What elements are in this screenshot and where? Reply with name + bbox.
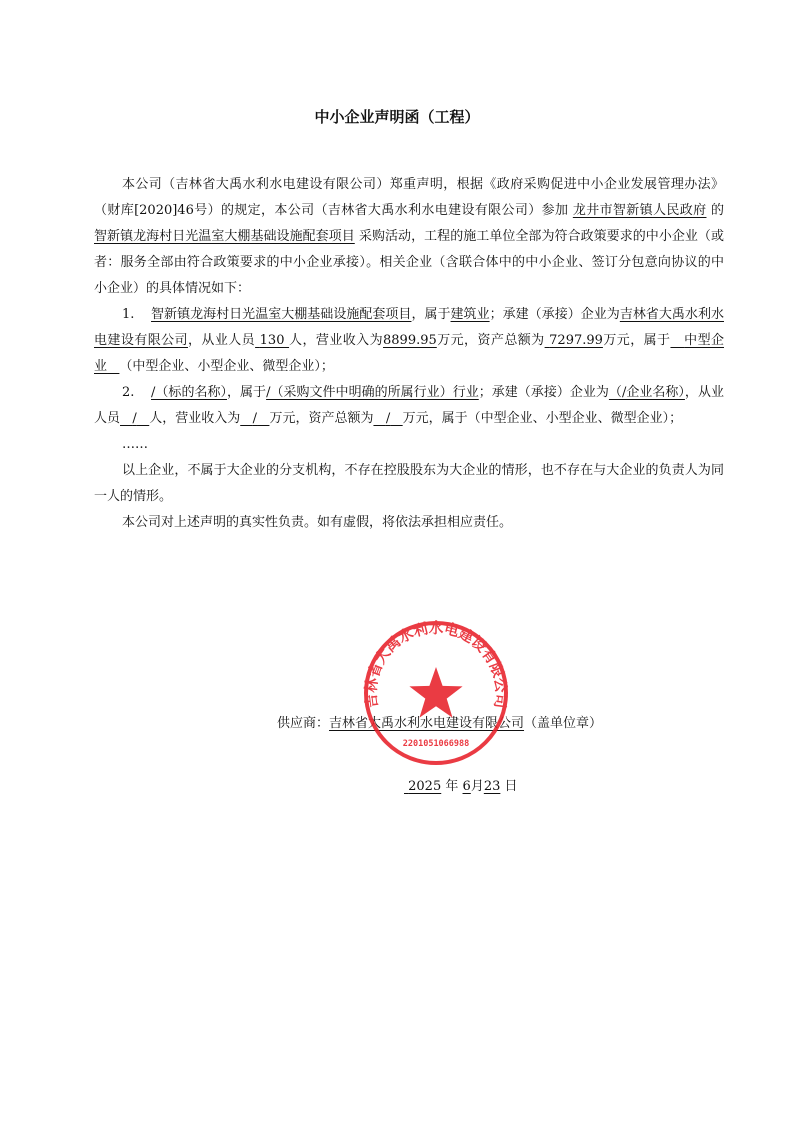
item1-number: 1.: [122, 307, 135, 322]
date-month: 6: [462, 779, 471, 794]
item2-text-4: 人，营业收入为: [149, 411, 241, 426]
item1-text-7: （中型企业、小型企业、微型企业）；: [119, 359, 334, 374]
item1-revenue: 8899.95: [383, 333, 437, 348]
project-name: 智新镇龙海村日光温室大棚基础设施配套项目: [94, 229, 355, 244]
intro-text-3: 采购活动，工程的施工单位全部为符合政策要求的中小企业（或者：服务全部由符合政策要求的中小企业承接）。相关企业（含联合体中的中小企业、签订分包意向协议的中小企业）的具体情况如下：: [94, 229, 724, 296]
item2-text-3: ，从业人员: [94, 385, 724, 426]
item2-industry: /（采购文件中明确的所属行业）行业: [266, 385, 479, 400]
item2-revenue: /: [252, 411, 258, 426]
date-year-unit: 年: [445, 779, 459, 794]
item2-company: （/企业名称）: [608, 385, 685, 400]
item1-text-2: ；承建（承接）企业为: [489, 307, 620, 322]
item2-text-6: 万元，属于（中型企业、小型企业、微型企业）；: [402, 411, 683, 426]
item1-industry: 建筑业: [450, 307, 490, 322]
item1-text-1: ，属于: [411, 307, 451, 322]
item2-number: 2.: [122, 385, 135, 400]
document-title: 中小企业声明函（工程）: [314, 108, 480, 126]
supplier-name: 吉林省大禹水利水电建设有限公司: [329, 716, 525, 731]
date-day-unit: 日: [504, 779, 518, 794]
item1-company: 吉林省大禹水利水电建设有限公司: [94, 307, 724, 348]
item1-staff: 130: [259, 333, 285, 348]
enterprise-item-1: [94, 302, 724, 380]
item1-project: 智新镇龙海村日光温室大棚基础设施配套项目: [151, 307, 412, 322]
date-month-unit: 月: [470, 779, 484, 794]
item2-text-1: ，属于: [227, 385, 267, 400]
seal-code: 2201051066988: [402, 739, 470, 749]
supplier-label: 供应商：: [277, 716, 330, 731]
date-day: 23: [483, 779, 501, 794]
item1-text-3: ，从业人员: [187, 333, 256, 348]
item2-text-5: 万元，资产总额为: [269, 411, 374, 426]
item2-assets: /: [385, 411, 391, 426]
supplier-suffix: （盖单位章）: [524, 716, 603, 731]
statement-not-large-enterprise: 以上企业，不属于大企业的分支机构，不存在控股股东为大企业的情形，也不存在与大企业的负责人为同一人的情形。: [94, 463, 724, 504]
document-body: [94, 172, 724, 536]
intro-text-1: 本公司（吉林省大禹水利水电建设有限公司）郑重声明，根据《政府采购促进中小企业发展管理办法》（财库[2020]46号）的规定，本公司（吉林省大禹水利水电建设有限公司）参加: [94, 177, 724, 218]
signing-date: [404, 775, 518, 794]
intro-paragraph: [94, 172, 724, 302]
date-year: 2025: [408, 779, 442, 794]
intro-text-2: 的: [710, 203, 724, 218]
item2-staff: /: [132, 411, 137, 426]
item1-text-6: 万元，属于: [602, 333, 671, 348]
seal-ring-text: 吉林省大禹水利水电建设有限公司: [363, 620, 509, 710]
item1-size: 中型企业: [94, 333, 724, 374]
item2-project: /（标的名称）: [151, 385, 228, 400]
item1-assets: 7297.99: [549, 333, 603, 348]
enterprise-item-2: [94, 380, 724, 432]
purchaser-name: 龙井市智新镇人民政府: [572, 203, 707, 218]
item2-text-2: ；承建（承接）企业为: [478, 385, 609, 400]
item1-text-5: 万元，资产总额为: [436, 333, 545, 348]
ellipsis: ……: [122, 437, 148, 452]
item1-text-4: 人，营业收入为: [289, 333, 384, 348]
company-seal: [362, 619, 510, 767]
seal-star-icon: [409, 667, 462, 718]
statement-truthfulness: 本公司对上述声明的真实性负责。如有虚假，将依法承担相应责任。: [122, 515, 513, 530]
